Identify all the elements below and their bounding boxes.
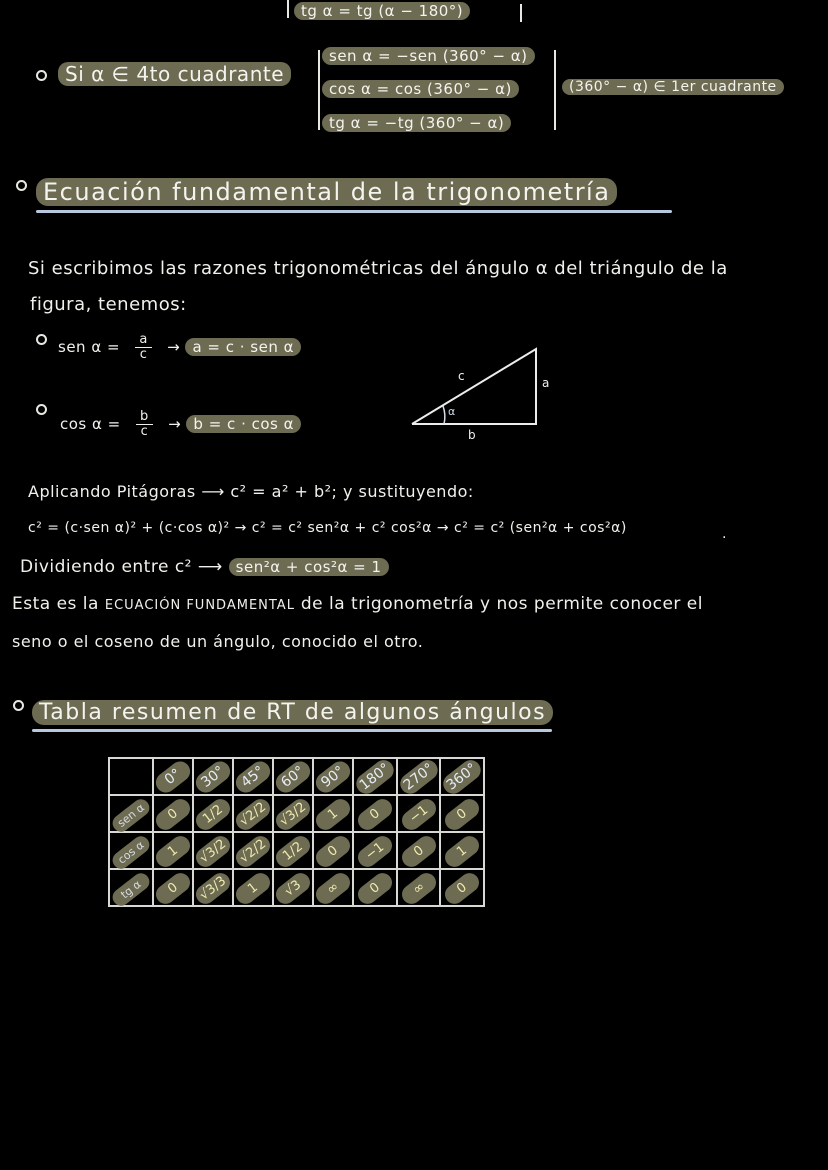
brace-left-top: [287, 0, 289, 18]
triangle-label-c: c: [458, 369, 465, 383]
table-cell: −1: [354, 832, 396, 870]
intro-line-2: figura, tenemos:: [30, 294, 187, 315]
conclusion-line-2: seno o el coseno de un ángulo, conocido el otro.: [12, 632, 424, 651]
table-cell: 0: [152, 795, 194, 833]
table-row: [109, 795, 484, 832]
formula-sen-4q: sen α = −sen (360° − α): [322, 47, 535, 65]
fourth-quadrant-result: (360° − α) ∈ 1er cuadrante: [562, 79, 784, 95]
dividing-line: Dividiendo entre c² ⟶ sen²α + cos²α = 1: [20, 557, 389, 577]
angle-header: 360°: [440, 756, 485, 797]
triangle-label-b: b: [468, 428, 476, 442]
table-row: [109, 832, 484, 869]
table-cell: 1/2: [272, 832, 314, 870]
row-label: sen α: [109, 795, 153, 834]
intro-line-1: Si escribimos las razones trigonométricas del ángulo α del triángulo de la: [28, 258, 728, 279]
conclusion-line-1: Esta es la ECUACIÓN FUNDAMENTAL de la trigonometría y nos permite conocer el: [12, 594, 703, 614]
arrow-icon: →: [167, 338, 181, 356]
brace-right-top: [520, 4, 522, 22]
table-cell: √3: [272, 869, 314, 907]
bullet-icon: [13, 700, 24, 711]
row-label: tg α: [109, 869, 153, 908]
table-cell: √3/2: [192, 832, 234, 870]
table-cell: √3/3: [192, 869, 234, 907]
table-header-row: [109, 758, 484, 795]
tg-third-quadrant-formula: tg α = tg (α − 180°): [294, 2, 470, 20]
bullet-icon: [36, 70, 47, 81]
table-cell: 0: [442, 869, 484, 907]
section-title-tabla-resumen: Tabla resumen de RT de algunos ángulos: [32, 700, 553, 725]
row-label: cos α: [109, 832, 153, 871]
table-cell: ∞: [312, 869, 354, 907]
fundamental-equation: sen²α + cos²α = 1: [229, 558, 389, 576]
table-cell: 0: [398, 832, 440, 870]
angle-header: 270°: [396, 756, 441, 797]
table-cell: 1: [152, 832, 194, 870]
table-cell: 0: [152, 869, 194, 907]
sen-definition: sen α = $\frac{a}{c}$ → a = c · sen α: [58, 333, 301, 362]
table-cell: 1: [442, 832, 484, 870]
angle-header: 90°: [312, 757, 354, 796]
substitution-line: c² = (c·sen α)² + (c·cos α)² → c² = c² sen²α + c² cos²α → c² = c² (sen²α + cos²α): [28, 520, 627, 536]
triangle-label-a: a: [542, 376, 550, 390]
arrow-icon: →: [168, 415, 182, 433]
table-cell: 1/2: [192, 795, 234, 833]
cos-definition: cos α = $\frac{b}{c}$ → b = c · cos α: [60, 410, 301, 439]
table-cell: 0: [442, 795, 484, 833]
right-triangle-diagram: [405, 340, 555, 445]
brace-right: [554, 50, 556, 130]
angle-header: 0°: [152, 757, 194, 796]
table-cell: √2/2: [232, 832, 274, 870]
formula-cos-4q: cos α = cos (360° − α): [322, 80, 519, 98]
title-underline: [32, 729, 552, 732]
title-underline: [36, 210, 672, 213]
fraction-b-over-c: $\frac{b}{c}$: [136, 410, 153, 439]
bullet-icon: [36, 404, 47, 415]
bullet-icon: [36, 334, 47, 345]
sen-result: a = c · sen α: [185, 338, 301, 356]
angle-header: 60°: [272, 757, 314, 796]
table-cell: 1: [312, 795, 354, 833]
pythagoras-line: Aplicando Pitágoras ⟶ c² = a² + b²; y sustituyendo:: [28, 482, 474, 501]
brace-left: [318, 50, 320, 130]
formula-tg-4q: tg α = −tg (360° − α): [322, 114, 511, 132]
angle-header: 180°: [352, 756, 397, 797]
angle-header: 30°: [192, 757, 234, 796]
table-cell: 1: [232, 869, 274, 907]
section-title-ecuacion-fundamental: Ecuación fundamental de la trigonometría: [36, 178, 617, 206]
rt-summary-table: [108, 757, 485, 907]
fraction-a-over-c: $\frac{a}{c}$: [135, 333, 151, 362]
dot-mark: .: [722, 526, 727, 542]
table-cell: 0: [354, 869, 396, 907]
table-cell: 0: [354, 795, 396, 833]
table-cell: ∞: [398, 869, 440, 907]
triangle-label-alpha: α: [448, 405, 456, 418]
table-cell: −1: [398, 795, 440, 833]
bullet-icon: [16, 180, 27, 191]
angle-header: 45°: [232, 757, 274, 796]
table-row: [109, 869, 484, 906]
table-cell: √3/2: [272, 795, 314, 833]
fourth-quadrant-condition: Si α ∈ 4to cuadrante: [58, 62, 291, 86]
table-cell: 0: [312, 832, 354, 870]
cos-result: b = c · cos α: [186, 415, 301, 433]
table-cell: √2/2: [232, 795, 274, 833]
table-corner-cell: [109, 758, 153, 795]
